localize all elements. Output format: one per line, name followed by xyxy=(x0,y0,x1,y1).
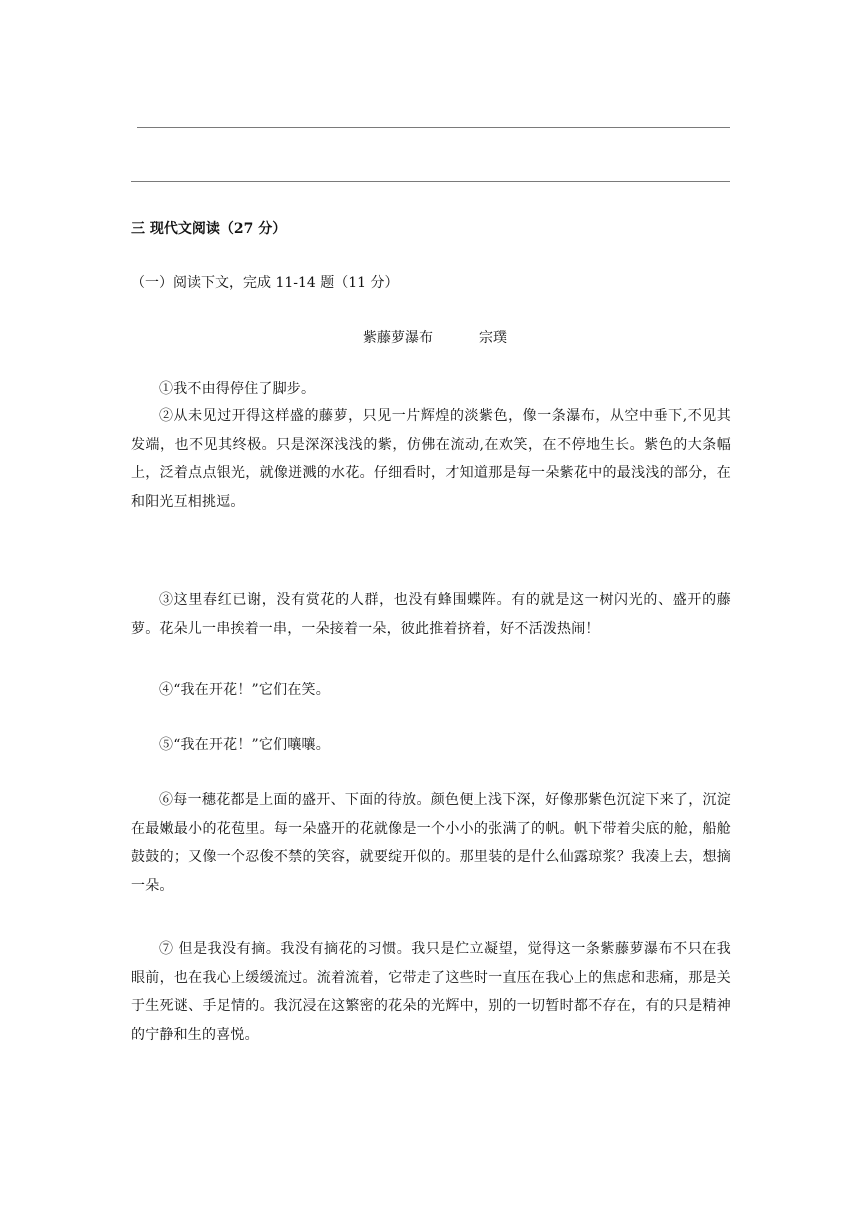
question-instruction: （一）阅读下文，完成 11-14 题（11 分） xyxy=(131,275,399,291)
paragraph-6: ⑥每一穗花都是上面的盛开、下面的待放。颜色便上浅下深，好像那紫色沉淀下来了，沉淀在最嫩最小的花苞里。每一朵盛开的花就像是一个小小的张满了的帆。帆下带着尖底的舱，船舱鼓鼓的；又像一个忍俊不禁的笑容，就要绽开似的。那里装的是什么仙露琼浆？我凑上去，想摘一朵。 xyxy=(131,792,731,894)
article-title: 紫藤萝瀑布 xyxy=(363,330,433,346)
paragraph-1: ①我不由得停住了脚步。 xyxy=(159,381,316,397)
article-header xyxy=(363,328,507,348)
paragraph-2: ②从未见过开得这样盛的藤萝，只见一片辉煌的淡紫色，像一条瀑布，从空中垂下,不见其发端，也不见其终极。只是深深浅浅的紫，仿佛在流动,在欢笑，在不停地生长。紫色的大条幅上，泛着点点银光，就像迸溅的水花。仔细看时，才知道那是每一朵紫花中的最浅浅的部分，在和阳光互相挑逗。 xyxy=(131,408,731,510)
section-heading: 三 现代文阅读（27 分） xyxy=(131,221,287,237)
paragraph-7: ⑦ 但是我没有摘。我没有摘花的习惯。我只是伫立凝望，觉得这一条紫藤萝瀑布不只在我眼前，也在我心上缓缓流过。流着流着，它带走了这些时一直压在我心上的焦虑和悲痛，那是关于生死谜、手足情的。我沉浸在这繁密的花朵的光辉中，别的一切暂时都不存在，有的只是精神的宁静和生的喜悦。 xyxy=(131,941,731,1043)
paragraph-4: ④“我在开花！”它们在笑。 xyxy=(159,682,330,698)
article-author: 宗璞 xyxy=(479,330,507,346)
answer-line-2 xyxy=(131,181,730,182)
paragraph-5: ⑤“我在开花！”它们嚷嚷。 xyxy=(159,737,330,753)
paragraph-3: ③这里春红已谢，没有赏花的人群，也没有蜂围蝶阵。有的就是这一树闪光的、盛开的藤萝。花朵儿一串挨着一串，一朵接着一朵，彼此推着挤着，好不活泼热闹！ xyxy=(131,592,731,637)
answer-line-1 xyxy=(137,127,730,128)
